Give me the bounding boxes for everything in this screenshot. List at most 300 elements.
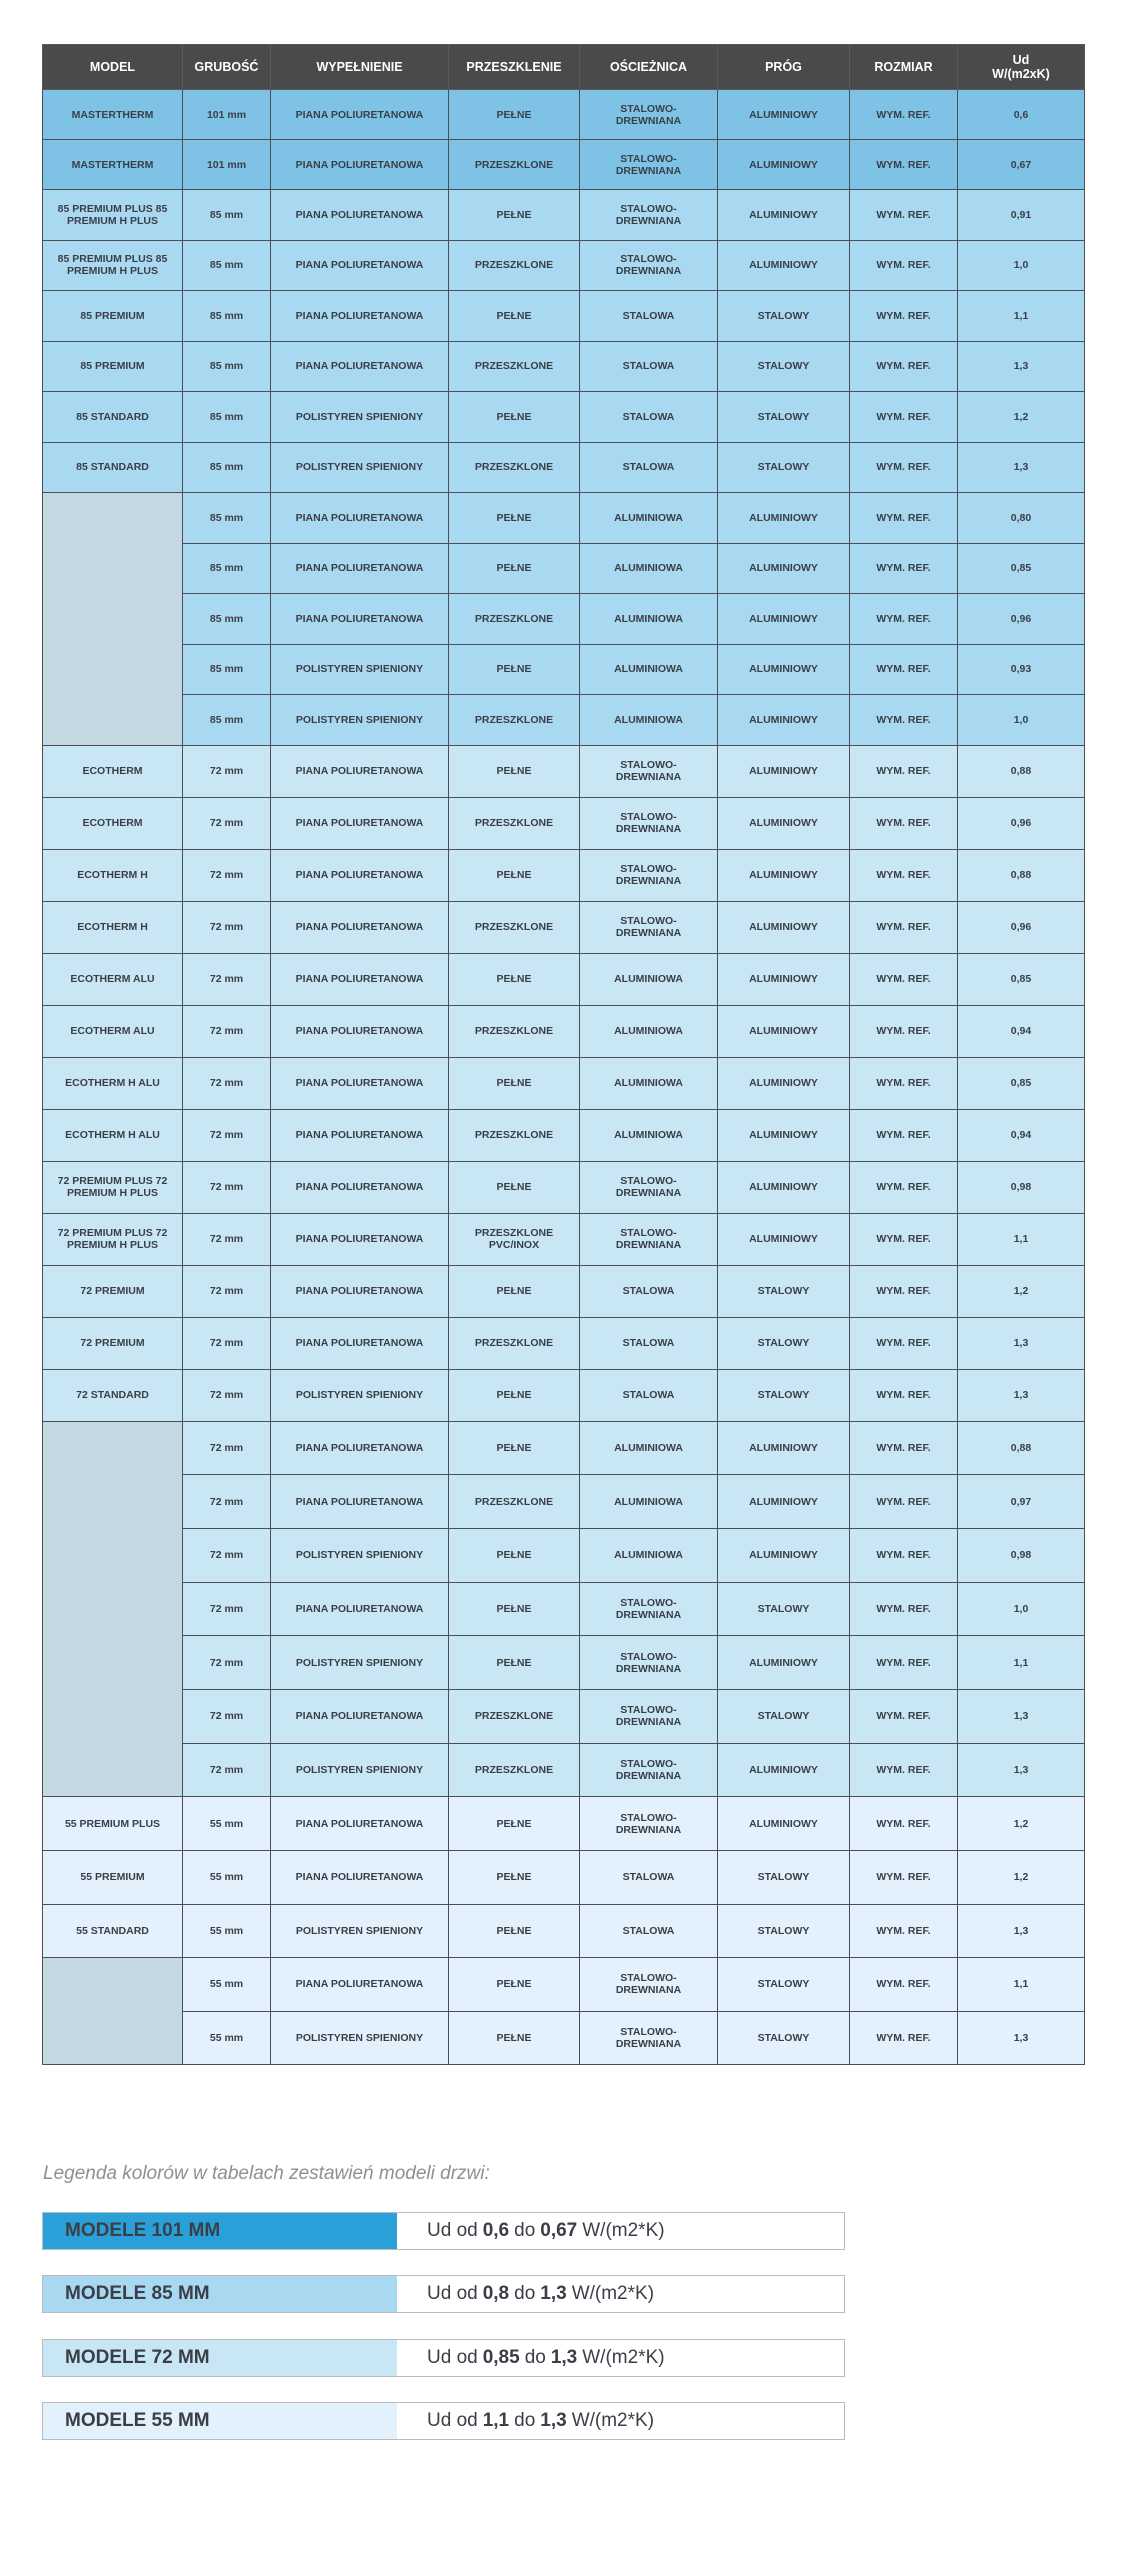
thickness-cell: 72 mm — [183, 745, 271, 797]
model-cell: 55 PREMIUM PLUS — [43, 1797, 183, 1851]
legend-label: MODELE 55 MM — [65, 2410, 210, 2431]
ud-value-cell: 0,85 — [958, 543, 1085, 594]
filling-cell: PIANA POLIURETANOWA — [271, 291, 449, 342]
table-row — [43, 797, 1085, 849]
size-cell: WYM. REF. — [850, 1369, 958, 1421]
frame-cell: STALOWO- DREWNIANA — [580, 1213, 718, 1265]
table-row — [43, 1850, 1085, 1904]
size-cell: WYM. REF. — [850, 797, 958, 849]
threshold-cell: ALUMINIOWY — [718, 594, 850, 645]
model-cell: 72 PREMIUM — [43, 1265, 183, 1317]
ud-value-cell: 1,3 — [958, 1689, 1085, 1743]
ud-value-cell: 0,96 — [958, 797, 1085, 849]
filling-cell: PIANA POLIURETANOWA — [271, 543, 449, 594]
table-row — [43, 745, 1085, 797]
legend-to: 0,67 — [540, 2220, 578, 2241]
glazing-cell: PRZESZKLONE — [449, 1689, 580, 1743]
frame-cell: STALOWO- DREWNIANA — [580, 901, 718, 953]
size-cell: WYM. REF. — [850, 1743, 958, 1797]
size-cell: WYM. REF. — [850, 1904, 958, 1958]
ud-value-cell: 1,1 — [958, 1636, 1085, 1690]
model-cell — [43, 1421, 183, 1797]
size-cell: WYM. REF. — [850, 140, 958, 190]
ud-value-cell: 1,2 — [958, 1797, 1085, 1851]
table-row — [43, 392, 1085, 443]
glazing-cell: PRZESZKLONE — [449, 140, 580, 190]
threshold-cell: ALUMINIOWY — [718, 493, 850, 544]
filling-cell: PIANA POLIURETANOWA — [271, 190, 449, 241]
ud-value-cell: 0,91 — [958, 190, 1085, 241]
ud-value-cell: 1,0 — [958, 240, 1085, 291]
filling-cell: POLISTYREN SPIENIONY — [271, 392, 449, 443]
filling-cell: PIANA POLIURETANOWA — [271, 140, 449, 190]
filling-cell: PIANA POLIURETANOWA — [271, 1689, 449, 1743]
model-cell: 85 PREMIUM PLUS 85 PREMIUM H PLUS — [43, 190, 183, 241]
table-row — [43, 493, 1085, 544]
frame-cell: STALOWA — [580, 442, 718, 493]
header-ud: Ud W/(m2xK) — [958, 45, 1085, 90]
thickness-cell: 85 mm — [183, 594, 271, 645]
thickness-cell: 85 mm — [183, 392, 271, 443]
frame-cell: STALOWO- DREWNIANA — [580, 2011, 718, 2065]
filling-cell: POLISTYREN SPIENIONY — [271, 1904, 449, 1958]
glazing-cell: PRZESZKLONE — [449, 797, 580, 849]
ud-value-cell: 0,88 — [958, 849, 1085, 901]
filling-cell: POLISTYREN SPIENIONY — [271, 695, 449, 746]
size-cell: WYM. REF. — [850, 1213, 958, 1265]
ud-value-cell: 1,2 — [958, 1850, 1085, 1904]
ud-value-cell: 1,2 — [958, 1265, 1085, 1317]
frame-cell: ALUMINIOWA — [580, 1528, 718, 1582]
model-cell: 85 STANDARD — [43, 392, 183, 443]
ud-value-cell: 1,3 — [958, 1369, 1085, 1421]
thickness-cell: 72 mm — [183, 1689, 271, 1743]
table-row — [43, 1421, 1085, 1475]
legend-prefix: Ud od — [427, 2347, 478, 2368]
threshold-cell: ALUMINIOWY — [718, 797, 850, 849]
model-cell: ECOTHERM — [43, 745, 183, 797]
frame-cell: STALOWA — [580, 341, 718, 392]
size-cell: WYM. REF. — [850, 1797, 958, 1851]
glazing-cell: PRZESZKLONE PVC/INOX — [449, 1213, 580, 1265]
legend-unit: W/(m2*K) — [582, 2220, 665, 2241]
threshold-cell: ALUMINIOWY — [718, 90, 850, 140]
thickness-cell: 72 mm — [183, 1265, 271, 1317]
filling-cell: PIANA POLIURETANOWA — [271, 849, 449, 901]
frame-cell: ALUMINIOWA — [580, 1109, 718, 1161]
glazing-cell: PRZESZKLONE — [449, 1317, 580, 1369]
model-cell: 85 PREMIUM PLUS 85 PREMIUM H PLUS — [43, 240, 183, 291]
frame-cell: ALUMINIOWA — [580, 1475, 718, 1529]
thickness-cell: 85 mm — [183, 341, 271, 392]
thickness-cell: 85 mm — [183, 442, 271, 493]
table-row — [43, 901, 1085, 953]
threshold-cell: ALUMINIOWY — [718, 1528, 850, 1582]
filling-cell: PIANA POLIURETANOWA — [271, 1317, 449, 1369]
thickness-cell: 72 mm — [183, 1636, 271, 1690]
legend-row-101 — [42, 2212, 845, 2250]
threshold-cell: ALUMINIOWY — [718, 1005, 850, 1057]
frame-cell: ALUMINIOWA — [580, 953, 718, 1005]
legend-to: 1,3 — [540, 2410, 567, 2431]
header-model: MODEL — [43, 45, 183, 90]
glazing-cell: PRZESZKLONE — [449, 341, 580, 392]
filling-cell: PIANA POLIURETANOWA — [271, 341, 449, 392]
filling-cell: PIANA POLIURETANOWA — [271, 1582, 449, 1636]
threshold-cell: ALUMINIOWY — [718, 1213, 850, 1265]
glazing-cell: PEŁNE — [449, 1057, 580, 1109]
model-cell: ECOTHERM H — [43, 849, 183, 901]
glazing-cell: PEŁNE — [449, 1369, 580, 1421]
table-row — [43, 2011, 1085, 2065]
legend-mid: do — [514, 2283, 536, 2304]
model-cell: ECOTHERM ALU — [43, 953, 183, 1005]
legend-prefix: Ud od — [427, 2410, 478, 2431]
size-cell: WYM. REF. — [850, 1850, 958, 1904]
threshold-cell: ALUMINIOWY — [718, 240, 850, 291]
legend-to: 1,3 — [550, 2347, 578, 2368]
model-cell — [43, 1958, 183, 2065]
threshold-cell: ALUMINIOWY — [718, 901, 850, 953]
table-row — [43, 341, 1085, 392]
table-row — [43, 1213, 1085, 1265]
ud-value-cell: 0,85 — [958, 953, 1085, 1005]
ud-value-cell: 1,1 — [958, 1958, 1085, 2012]
table-row — [43, 1265, 1085, 1317]
thickness-cell: 55 mm — [183, 1797, 271, 1851]
filling-cell: POLISTYREN SPIENIONY — [271, 1743, 449, 1797]
door-spec-table — [42, 44, 1085, 2065]
model-cell: 55 PREMIUM — [43, 1850, 183, 1904]
legend-range — [397, 2340, 844, 2376]
threshold-cell: STALOWY — [718, 291, 850, 342]
header-size: ROZMIAR — [850, 45, 958, 90]
thickness-cell: 72 mm — [183, 1161, 271, 1213]
filling-cell: PIANA POLIURETANOWA — [271, 745, 449, 797]
size-cell: WYM. REF. — [850, 493, 958, 544]
table-row — [43, 190, 1085, 241]
filling-cell: PIANA POLIURETANOWA — [271, 1475, 449, 1529]
frame-cell: ALUMINIOWA — [580, 644, 718, 695]
table-row — [43, 1369, 1085, 1421]
glazing-cell: PEŁNE — [449, 1582, 580, 1636]
thickness-cell: 55 mm — [183, 1904, 271, 1958]
filling-cell: PIANA POLIURETANOWA — [271, 90, 449, 140]
threshold-cell: ALUMINIOWY — [718, 644, 850, 695]
threshold-cell: ALUMINIOWY — [718, 543, 850, 594]
legend-swatch-72 — [43, 2340, 397, 2376]
thickness-cell: 72 mm — [183, 797, 271, 849]
thickness-cell: 85 mm — [183, 695, 271, 746]
ud-value-cell: 1,2 — [958, 392, 1085, 443]
threshold-cell: ALUMINIOWY — [718, 140, 850, 190]
ud-value-cell: 1,0 — [958, 1582, 1085, 1636]
size-cell: WYM. REF. — [850, 1475, 958, 1529]
model-cell: 72 PREMIUM — [43, 1317, 183, 1369]
table-row — [43, 1743, 1085, 1797]
filling-cell: POLISTYREN SPIENIONY — [271, 442, 449, 493]
ud-value-cell: 1,1 — [958, 291, 1085, 342]
threshold-cell: ALUMINIOWY — [718, 190, 850, 241]
model-cell: 72 STANDARD — [43, 1369, 183, 1421]
size-cell: WYM. REF. — [850, 1636, 958, 1690]
table-body — [43, 90, 1085, 2065]
size-cell: WYM. REF. — [850, 442, 958, 493]
legend-row-55 — [42, 2402, 845, 2440]
frame-cell: STALOWA — [580, 392, 718, 443]
filling-cell: POLISTYREN SPIENIONY — [271, 2011, 449, 2065]
ud-value-cell: 0,88 — [958, 1421, 1085, 1475]
legend-from: 0,6 — [482, 2220, 510, 2241]
ud-value-cell: 1,3 — [958, 341, 1085, 392]
size-cell: WYM. REF. — [850, 1421, 958, 1475]
thickness-cell: 72 mm — [183, 1743, 271, 1797]
thickness-cell: 85 mm — [183, 291, 271, 342]
threshold-cell: ALUMINIOWY — [718, 1743, 850, 1797]
size-cell: WYM. REF. — [850, 543, 958, 594]
table-row — [43, 442, 1085, 493]
size-cell: WYM. REF. — [850, 849, 958, 901]
thickness-cell: 72 mm — [183, 1057, 271, 1109]
thickness-cell: 72 mm — [183, 1005, 271, 1057]
glazing-cell: PEŁNE — [449, 1636, 580, 1690]
glazing-cell: PEŁNE — [449, 1904, 580, 1958]
thickness-cell: 72 mm — [183, 1475, 271, 1529]
legend-from: 0,8 — [482, 2283, 510, 2304]
frame-cell: STALOWO- DREWNIANA — [580, 190, 718, 241]
size-cell: WYM. REF. — [850, 901, 958, 953]
thickness-cell: 72 mm — [183, 953, 271, 1005]
glazing-cell: PEŁNE — [449, 392, 580, 443]
header-glazing: PRZESZKLENIE — [449, 45, 580, 90]
frame-cell: ALUMINIOWA — [580, 594, 718, 645]
threshold-cell: ALUMINIOWY — [718, 953, 850, 1005]
table-row — [43, 695, 1085, 746]
glazing-cell: PEŁNE — [449, 953, 580, 1005]
ud-value-cell: 0,96 — [958, 594, 1085, 645]
thickness-cell: 72 mm — [183, 1421, 271, 1475]
legend-row-72 — [42, 2339, 845, 2377]
glazing-cell: PRZESZKLONE — [449, 240, 580, 291]
glazing-cell: PEŁNE — [449, 745, 580, 797]
filling-cell: PIANA POLIURETANOWA — [271, 493, 449, 544]
threshold-cell: STALOWY — [718, 341, 850, 392]
threshold-cell: STALOWY — [718, 1958, 850, 2012]
thickness-cell: 72 mm — [183, 901, 271, 953]
frame-cell: STALOWO- DREWNIANA — [580, 1958, 718, 2012]
threshold-cell: ALUMINIOWY — [718, 1636, 850, 1690]
thickness-cell: 85 mm — [183, 644, 271, 695]
size-cell: WYM. REF. — [850, 695, 958, 746]
legend-prefix: Ud od — [427, 2220, 478, 2241]
legend-range — [397, 2276, 844, 2312]
thickness-cell: 85 mm — [183, 543, 271, 594]
model-cell: ECOTHERM H ALU — [43, 1057, 183, 1109]
header-thickness: GRUBOŚĆ — [183, 45, 271, 90]
size-cell: WYM. REF. — [850, 1582, 958, 1636]
table-row — [43, 644, 1085, 695]
table-row — [43, 1528, 1085, 1582]
filling-cell: PIANA POLIURETANOWA — [271, 1421, 449, 1475]
size-cell: WYM. REF. — [850, 2011, 958, 2065]
glazing-cell: PRZESZKLONE — [449, 1743, 580, 1797]
size-cell: WYM. REF. — [850, 392, 958, 443]
legend-from: 1,1 — [482, 2410, 510, 2431]
threshold-cell: ALUMINIOWY — [718, 1057, 850, 1109]
ud-value-cell: 0,98 — [958, 1161, 1085, 1213]
filling-cell: PIANA POLIURETANOWA — [271, 1057, 449, 1109]
legend-unit: W/(m2*K) — [571, 2283, 655, 2304]
table-row — [43, 1109, 1085, 1161]
ud-value-cell: 1,3 — [958, 2011, 1085, 2065]
model-cell — [43, 493, 183, 746]
ud-value-cell: 0,80 — [958, 493, 1085, 544]
header-threshold: PRÓG — [718, 45, 850, 90]
frame-cell: STALOWO- DREWNIANA — [580, 90, 718, 140]
thickness-cell: 72 mm — [183, 1317, 271, 1369]
legend-unit: W/(m2*K) — [582, 2347, 665, 2368]
frame-cell: ALUMINIOWA — [580, 1057, 718, 1109]
size-cell: WYM. REF. — [850, 1689, 958, 1743]
table-row — [43, 1904, 1085, 1958]
legend-mid: do — [514, 2410, 536, 2431]
size-cell: WYM. REF. — [850, 1958, 958, 2012]
thickness-cell: 72 mm — [183, 849, 271, 901]
frame-cell: ALUMINIOWA — [580, 1421, 718, 1475]
frame-cell: STALOWA — [580, 1850, 718, 1904]
ud-value-cell: 0,96 — [958, 901, 1085, 953]
filling-cell: PIANA POLIURETANOWA — [271, 953, 449, 1005]
glazing-cell: PEŁNE — [449, 1265, 580, 1317]
legend-range — [397, 2213, 844, 2249]
glazing-cell: PRZESZKLONE — [449, 1005, 580, 1057]
frame-cell: ALUMINIOWA — [580, 1005, 718, 1057]
glazing-cell: PEŁNE — [449, 1850, 580, 1904]
frame-cell: ALUMINIOWA — [580, 543, 718, 594]
thickness-cell: 72 mm — [183, 1109, 271, 1161]
size-cell: WYM. REF. — [850, 1005, 958, 1057]
ud-value-cell: 0,94 — [958, 1005, 1085, 1057]
legend-label: MODELE 85 MM — [65, 2283, 210, 2304]
filling-cell: PIANA POLIURETANOWA — [271, 901, 449, 953]
size-cell: WYM. REF. — [850, 1528, 958, 1582]
ud-value-cell: 1,3 — [958, 1743, 1085, 1797]
size-cell: WYM. REF. — [850, 953, 958, 1005]
size-cell: WYM. REF. — [850, 594, 958, 645]
model-cell: ECOTHERM H ALU — [43, 1109, 183, 1161]
table-row — [43, 1636, 1085, 1690]
size-cell: WYM. REF. — [850, 90, 958, 140]
threshold-cell: ALUMINIOWY — [718, 695, 850, 746]
filling-cell: PIANA POLIURETANOWA — [271, 1850, 449, 1904]
thickness-cell: 72 mm — [183, 1582, 271, 1636]
frame-cell: STALOWO- DREWNIANA — [580, 240, 718, 291]
model-cell: ECOTHERM H — [43, 901, 183, 953]
legend-mid: do — [514, 2220, 536, 2241]
frame-cell: STALOWO- DREWNIANA — [580, 1582, 718, 1636]
size-cell: WYM. REF. — [850, 1317, 958, 1369]
frame-cell: ALUMINIOWA — [580, 493, 718, 544]
model-cell: MASTERTHERM — [43, 140, 183, 190]
glazing-cell: PEŁNE — [449, 2011, 580, 2065]
frame-cell: STALOWO- DREWNIANA — [580, 849, 718, 901]
threshold-cell: STALOWY — [718, 2011, 850, 2065]
size-cell: WYM. REF. — [850, 240, 958, 291]
model-cell: 72 PREMIUM PLUS 72 PREMIUM H PLUS — [43, 1161, 183, 1213]
ud-value-cell: 0,88 — [958, 745, 1085, 797]
threshold-cell: ALUMINIOWY — [718, 1421, 850, 1475]
thickness-cell: 101 mm — [183, 140, 271, 190]
ud-value-cell: 0,94 — [958, 1109, 1085, 1161]
glazing-cell: PRZESZKLONE — [449, 594, 580, 645]
header-filling: WYPEŁNIENIE — [271, 45, 449, 90]
glazing-cell: PEŁNE — [449, 1528, 580, 1582]
threshold-cell: ALUMINIOWY — [718, 849, 850, 901]
glazing-cell: PEŁNE — [449, 1958, 580, 2012]
filling-cell: PIANA POLIURETANOWA — [271, 1213, 449, 1265]
legend-swatch-101 — [43, 2213, 397, 2249]
threshold-cell: STALOWY — [718, 1265, 850, 1317]
threshold-cell: STALOWY — [718, 1369, 850, 1421]
table-row — [43, 140, 1085, 190]
ud-value-cell: 0,97 — [958, 1475, 1085, 1529]
threshold-cell: ALUMINIOWY — [718, 745, 850, 797]
glazing-cell: PEŁNE — [449, 1797, 580, 1851]
ud-value-cell: 0,6 — [958, 90, 1085, 140]
ud-value-cell: 0,85 — [958, 1057, 1085, 1109]
legend-label: MODELE 72 MM — [65, 2347, 210, 2368]
glazing-cell: PEŁNE — [449, 190, 580, 241]
frame-cell: STALOWO- DREWNIANA — [580, 1797, 718, 1851]
frame-cell: STALOWO- DREWNIANA — [580, 797, 718, 849]
table-row — [43, 1057, 1085, 1109]
thickness-cell: 72 mm — [183, 1369, 271, 1421]
filling-cell: PIANA POLIURETANOWA — [271, 1109, 449, 1161]
threshold-cell: STALOWY — [718, 1689, 850, 1743]
filling-cell: PIANA POLIURETANOWA — [271, 594, 449, 645]
thickness-cell: 85 mm — [183, 190, 271, 241]
threshold-cell: STALOWY — [718, 1317, 850, 1369]
size-cell: WYM. REF. — [850, 1057, 958, 1109]
threshold-cell: ALUMINIOWY — [718, 1109, 850, 1161]
size-cell: WYM. REF. — [850, 291, 958, 342]
legend-swatch-85 — [43, 2276, 397, 2312]
frame-cell: STALOWO- DREWNIANA — [580, 1743, 718, 1797]
size-cell: WYM. REF. — [850, 1109, 958, 1161]
frame-cell: STALOWO- DREWNIANA — [580, 745, 718, 797]
frame-cell: STALOWO- DREWNIANA — [580, 1689, 718, 1743]
glazing-cell: PEŁNE — [449, 644, 580, 695]
glazing-cell: PEŁNE — [449, 291, 580, 342]
glazing-cell: PRZESZKLONE — [449, 1109, 580, 1161]
table-row — [43, 1005, 1085, 1057]
glazing-cell: PEŁNE — [449, 1421, 580, 1475]
model-cell: 85 STANDARD — [43, 442, 183, 493]
frame-cell: STALOWO- DREWNIANA — [580, 1636, 718, 1690]
frame-cell: STALOWA — [580, 1317, 718, 1369]
ud-value-cell: 1,0 — [958, 695, 1085, 746]
thickness-cell: 72 mm — [183, 1213, 271, 1265]
table-row — [43, 543, 1085, 594]
glazing-cell: PEŁNE — [449, 493, 580, 544]
filling-cell: POLISTYREN SPIENIONY — [271, 644, 449, 695]
threshold-cell: STALOWY — [718, 442, 850, 493]
table-row — [43, 1161, 1085, 1213]
size-cell: WYM. REF. — [850, 1265, 958, 1317]
legend-to: 1,3 — [540, 2283, 567, 2304]
ud-value-cell: 0,98 — [958, 1528, 1085, 1582]
legend-title: Legenda kolorów w tabelach zestawień modeli drzwi: — [43, 2163, 490, 2184]
